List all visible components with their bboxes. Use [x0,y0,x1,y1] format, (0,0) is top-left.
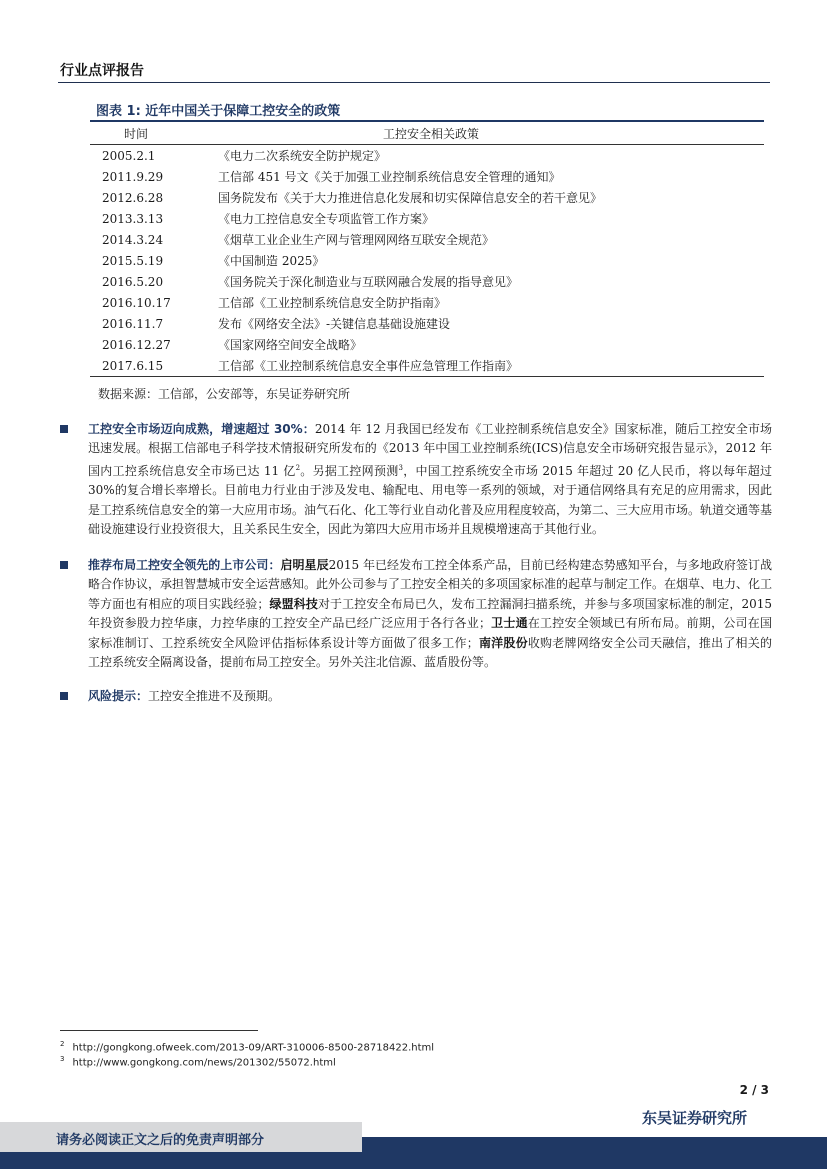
row-date: 2011.9.29 [102,169,164,184]
row-policy: 《国务院关于深化制造业与互联网融合发展的指导意见》 [218,275,519,289]
paragraph-text: 收购老牌网络安全公司天融信，推出了相关的工控系统安全隔离设备，提前布局工控安全。另外关注北信源、蓝盾股份等。 [88,635,772,670]
company-name: 启明星辰 [280,558,329,572]
paragraph-text: 工控安全推进不及预期。 [148,689,281,703]
square-bullet-icon [60,561,68,569]
company-name: 绿盟科技 [269,596,318,611]
disclaimer-text: 请务必阅读正文之后的免责声明部分 [56,1133,265,1148]
row-policy: 工信部 451 号文《关于加强工业控制系统信息安全管理的通知》 [218,170,561,184]
paragraph-recommended-companies [60,556,772,672]
header-divider [58,82,770,83]
row-policy: 《电力二次系统安全防护规定》 [218,149,387,163]
column-header-time: 时间 [90,122,218,145]
company-name: 南洋股份 [478,635,528,650]
footnote-number: 2 [60,1040,65,1048]
square-bullet-icon [60,692,68,700]
row-date: 2016.10.17 [102,295,171,310]
paragraph-text: 在工控安全领域已有所布局。前期，公司在国家标准制订、工控系统安全风险评估指标体系设计等方面做了很多工作； [88,616,772,650]
paragraph-heading: 推荐布局工控安全领先的上市公司： [88,558,281,572]
table-row [90,208,764,229]
table-row [90,166,764,187]
table-row [90,187,764,208]
paragraph-text: 2014 年 12 月我国已经发布《工业控制系统信息安全》国家标准，随后工控安全市场迅速发展。根据工信部电子科学技术情报研究所发布的《2013 年中国工业控制系统(ICS)信息安全市场研究报告显示》，2012 年国内工控系统信息安全市场已达 11 亿 [88,422,772,478]
row-date: 2014.3.24 [102,232,164,247]
row-date: 2015.5.19 [102,253,164,268]
paragraph-risk-warning [60,687,772,706]
table-row [90,355,764,377]
report-type-header: 行业点评报告 [60,63,144,79]
paragraph-market-growth [60,420,772,539]
policy-table [90,122,764,377]
row-date: 2016.11.7 [102,316,164,331]
table-row [90,334,764,355]
footnote-divider [60,1030,258,1031]
footnote-item [60,1040,434,1053]
table-row [90,145,764,167]
row-date: 2017.6.15 [90,355,218,377]
row-policy: 《中国制造 2025》 [218,254,325,268]
row-policy: 工信部《工业控制系统信息安全事件应急管理工作指南》 [218,355,764,377]
footnote-link[interactable]: http://gongkong.ofweek.com/2013-09/ART-310006-8500-28718422.html [72,1042,435,1054]
row-date: 2013.3.13 [102,211,164,226]
firm-name: 东吴证券研究所 [641,1109,747,1127]
table-title: 图表 1: 近年中国关于保障工控安全的政策 [96,104,341,119]
table-row [90,313,764,334]
row-policy: 《电力工控信息安全专项监管工作方案》 [218,212,435,226]
row-date: 2016.5.20 [102,274,164,289]
paragraph-text: 。另据工控网预测 [300,463,399,478]
table-row [90,271,764,292]
company-name: 卫士通 [490,616,528,631]
footnote-ref: 3 [398,463,403,472]
paragraph-text: 对于工控安全布局已久，发布工控漏洞扫描系统，并参与多项国家标准的制定，2015 年投资参股力控华康，力控华康的工控安全产品已经广泛应用于各行各业； [88,596,772,631]
square-bullet-icon [60,425,68,433]
paragraph-text: ，中国工控系统安全市场 2015 年超过 20 亿人民币，将以每年超过 30%的复合增长率增长。目前电力行业由于涉及发电、输配电、用电等一系列的领域，对于通信网络具有充足的应用需求，因此是工控系统信息安全的第一大应用市场。油气石化、化工等行业自动化普及应用程度较高，为第二、三大应用市场。轨道交通等基础设施建设行业投资很大，且关系民生安全，因此为第四大应用市场并且规模增速高于其他行业。 [88,463,773,537]
row-date: 2005.2.1 [102,148,156,163]
footnote-link[interactable]: http://www.gongkong.com/news/201302/55072.html [72,1057,336,1069]
row-date: 2012.6.28 [102,190,164,205]
footnote-number: 3 [60,1055,65,1063]
row-policy: 国务院发布《关于大力推进信息化发展和切实保障信息安全的若干意见》 [218,191,603,205]
paragraph-text: 2015 年已经发布工控全体系产品，目前已经构建态势感知平台，与多地政府签订战略合作协议，承担智慧城市安全运营感知。此外公司参与了工控安全相关的多项国家标准的起草与制定工作。在烟草、电力、化工等方面也有相应的项目实践经验； [88,558,773,611]
page-number: 2 / 3 [739,1083,769,1097]
footnote-ref: 2 [295,463,301,472]
paragraph-heading: 工控安全市场迈向成熟，增速超过 30%： [88,422,315,436]
footnote-item [60,1055,336,1068]
row-policy: 发布《网络安全法》-关键信息基础设施建设 [218,317,451,331]
row-date: 2016.12.27 [102,337,171,352]
table-row [90,229,764,250]
paragraph-heading: 风险提示： [88,689,149,703]
row-policy: 《烟草工业企业生产网与管理网网络互联安全规范》 [218,233,495,247]
column-header-policy: 工控安全相关政策 [218,122,764,145]
table-row [90,250,764,271]
row-policy: 《国家网络空间安全战略》 [218,338,363,352]
table-row [90,292,764,313]
table-source-note: 数据来源：工信部，公安部等，东吴证券研究所 [98,387,351,401]
row-policy: 工信部《工业控制系统信息安全防护指南》 [218,296,447,310]
